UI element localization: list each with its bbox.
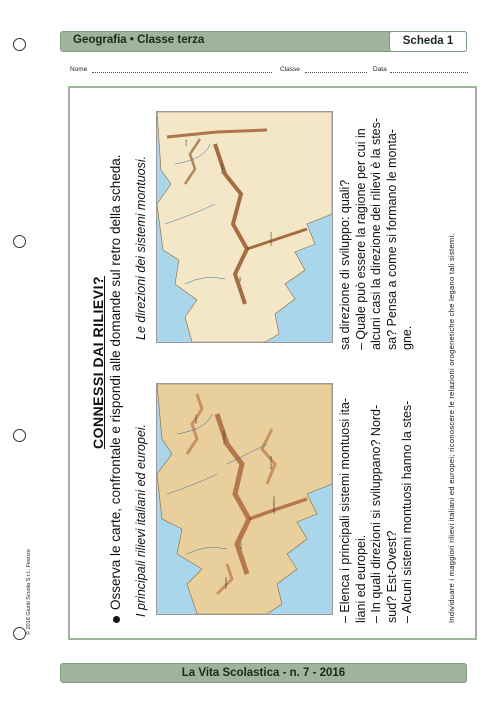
question-line: sud? Est-Ovest? — [384, 530, 399, 623]
svg-text:Appennino: Appennino — [269, 231, 273, 246]
question-line: liani ed europei. — [353, 534, 368, 623]
question-line: – Quale può essere la ragione per cui in — [353, 128, 368, 350]
questions-column-right — [338, 92, 416, 350]
svg-text:Urali: Urali — [184, 139, 188, 146]
instruction: Osserva le carte, confrontale e rispondi alle domande sul retro della scheda. — [108, 155, 123, 624]
worksheet-content — [70, 90, 470, 635]
binder-hole — [13, 38, 26, 51]
date-label: Data — [373, 66, 387, 73]
svg-text:APPENNINO: APPENNINO — [272, 496, 276, 514]
worksheet-heading: CONNESSI DAI RILIEVI? — [90, 275, 106, 450]
map2-caption: Le direzioni dei sistemi montuosi. — [134, 155, 148, 340]
question-line: – Alcuni sistemi montuosi hanno la stes- — [400, 400, 415, 623]
directions-map — [156, 111, 333, 343]
name-field[interactable] — [92, 66, 272, 73]
relief-map — [156, 383, 333, 615]
learning-objective: Individuare i maggiori rilievi italiani ed europei; riconoscere le relazioni orogenetiche che legano tali sistemi. — [447, 233, 456, 623]
date-field[interactable] — [390, 66, 468, 73]
sheet-number: Scheda 1 — [389, 31, 467, 52]
map1-caption: I principali rilievi italiani ed europei. — [134, 423, 148, 617]
footer-bar: La Vita Scolastica - n. 7 - 2016 — [60, 663, 467, 683]
svg-text:URALI: URALI — [194, 415, 198, 424]
svg-text:BALCANI: BALCANI — [269, 456, 273, 469]
copyright: © 2016 Giunti Scuola S.r.l., Firenze — [26, 549, 32, 635]
svg-text:CARPAZI: CARPAZI — [222, 431, 226, 444]
svg-text:Alpi: Alpi — [238, 276, 242, 282]
binder-hole — [13, 429, 26, 442]
svg-text:ALPI: ALPI — [239, 542, 243, 549]
binder-hole — [13, 627, 26, 640]
name-label: Nome — [70, 66, 88, 73]
question-line: gne. — [400, 325, 415, 350]
bullet-icon — [113, 616, 120, 623]
question-line: – Elenca i principali sistemi montuosi ita- — [338, 397, 352, 623]
class-field[interactable] — [305, 66, 367, 73]
question-line: – In quali direzioni si sviluppano? Nord- — [369, 404, 384, 623]
svg-text:PIRENEI: PIRENEI — [224, 576, 228, 589]
question-line: sa direzione di sviluppo: quali? — [338, 179, 352, 350]
svg-text:Carpazi: Carpazi — [220, 163, 224, 174]
question-line: sa? Pensa a come si formano le monta- — [384, 129, 399, 350]
header-bar — [60, 31, 467, 52]
question-line: alcuni casi la direzione dei rilievi è la stes- — [369, 117, 384, 350]
binder-hole — [13, 235, 26, 248]
class-label: Classe — [280, 66, 300, 73]
subject-title: Geografia • Classe terza — [73, 34, 205, 46]
questions-column-left — [338, 365, 416, 623]
